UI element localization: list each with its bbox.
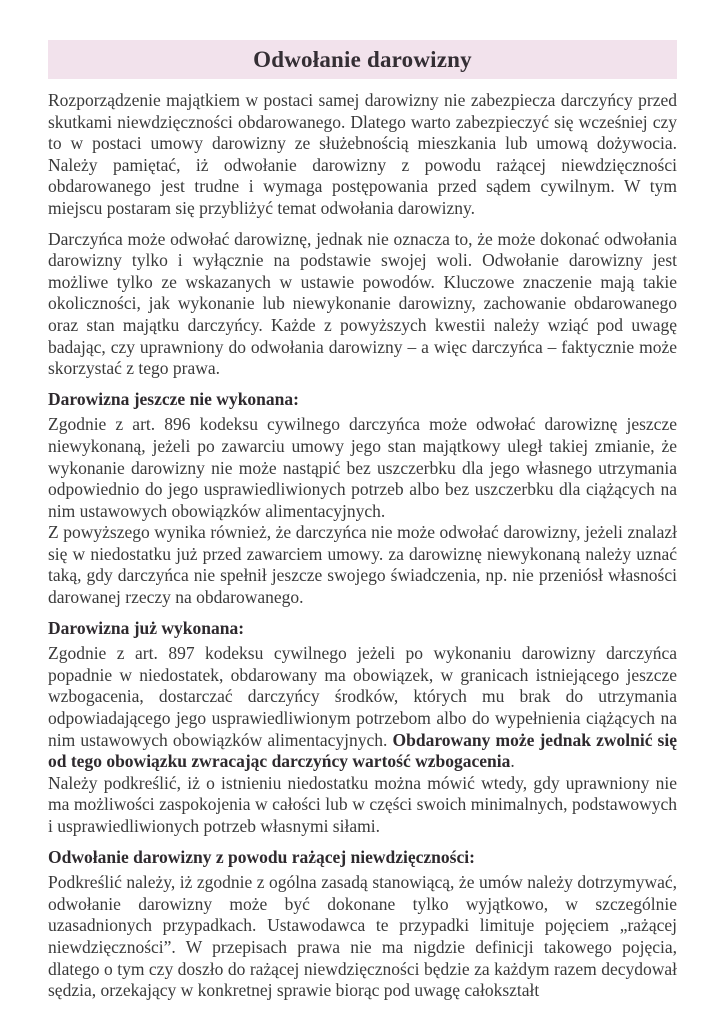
- intro-paragraph-2: Darczyńca może odwołać darowiznę, jednak nie oznacza to, że może dokonać odwołania darowizny tylko i wyłącznie na podstawie swojej woli. Odwołanie darowizny jest możliwe tylko ze wskazanych w ustawie powodów. Kluczowe znaczenie mają takie okoliczności, jak wykonanie lub niewykonanie darowizny, zachowanie obdarowanego oraz stan majątku darczyńcy. Każde z powyższych kwestii należy wziąć pod uwagę badając, czy uprawniony do odwołania darowizny – a więc darczyńca – faktycznie może skorzystać z tego prawa.: [48, 228, 677, 379]
- section2-paragraph-1-period: .: [510, 751, 515, 772]
- section2-paragraph-2: Należy podkreślić, iż o istnieniu niedostatku można mówić wtedy, gdy uprawniony nie ma możliwości zaspokojenia w całości lub w części swoich minimalnych, podstawowych i usprawiedliwionych potrzeb własnymi siłami.: [48, 772, 677, 836]
- section-heading-donation-executed: Darowizna już wykonana:: [48, 617, 245, 638]
- section-heading-donation-not-executed: Darowizna jeszcze nie wykonana:: [48, 388, 299, 409]
- document-body: [48, 90, 677, 1002]
- section1-paragraph-1: Zgodnie z art. 896 kodeksu cywilnego darczyńca może odwołać darowiznę jeszcze niewykonaną, jeżeli po zawarciu umowy jego stan majątkowy uległ takiej zmianie, że wykonanie darowizny nie może nastąpić bez uszczerbku dla jego własnego utrzymania odpowiednio do jego usprawiedliwionych potrzeb albo bez uszczerbku dla ciążących na nim ustawowych obowiązków alimentacyjnych.: [48, 414, 677, 521]
- section-heading-gross-ingratitude: Odwołanie darowizny z powodu rażącej niewdzięczności:: [48, 846, 475, 867]
- section2-bold-statement: Obdarowany może jednak zwolnić się od tego obowiązku zwracając darczyńcy wartość wzbogacenia: [48, 729, 677, 772]
- intro-paragraph-1: Rozporządzenie majątkiem w postaci samej darowizny nie zabezpiecza darczyńcy przed skutkami niewdzięczności obdarowanego. Dlatego warto zabezpieczyć się wcześniej czy to w postaci umowy darowizny ze służebnością mieszkania lub umową dożywocia. Należy pamiętać, iż odwołanie darowizny z powodu rażącej niewdzięczności obdarowanego jest trudne i wymaga postępowania przed sądem cywilnym. W tym miejscu postaram się przybliżyć temat odwołania darowizny.: [48, 90, 677, 218]
- section2-paragraph-1-text: Zgodnie z art. 897 kodeksu cywilnego jeżeli po wykonaniu darowizny darczyńca popadnie w niedostatek, obdarowany ma obowiązek, w granicach istniejącego jeszcze wzbogacenia, dostarczać darczyńcy środków, których mu brak do utrzymania odpowiadającego jego usprawiedliwionym potrzebom albo do wypełnienia ciążących na nim ustawowych obowiązków alimentacyjnych.: [48, 643, 677, 750]
- document-title: Odwołanie darowizny: [253, 46, 472, 72]
- document-title-banner: [48, 40, 677, 79]
- section3-paragraph-1: Podkreślić należy, iż zgodnie z ogólna zasadą stanowiącą, że umów należy dotrzymywać, odwołanie darowizny może być dokonane tylko wyjątkowo, w szczególnie uzasadnionych przypadkach. Ustawodawca te przypadki limituje pojęciem „rażącej niewdzięczności”. W przepisach prawa nie ma nigdzie definicji takowego pojęcia, dlatego o tym czy doszło do rażącej niewdzięczności będzie za każdym razem decydował sędzia, orzekający w konkretnej sprawie biorąc pod uwagę całokształt: [48, 872, 677, 1001]
- section1-paragraph-2: Z powyższego wynika również, że darczyńca nie może odwołać darowizny, jeżeli znalazł się w niedostatku już przed zawarciem umowy. za darowiznę niewykonaną należy uznać taką, gdy darczyńca nie spełnił jeszcze swojego świadczenia, np. nie przeniósł własności darowanej rzeczy na obdarowanego.: [48, 522, 677, 608]
- section2-paragraph-1: [48, 643, 677, 773]
